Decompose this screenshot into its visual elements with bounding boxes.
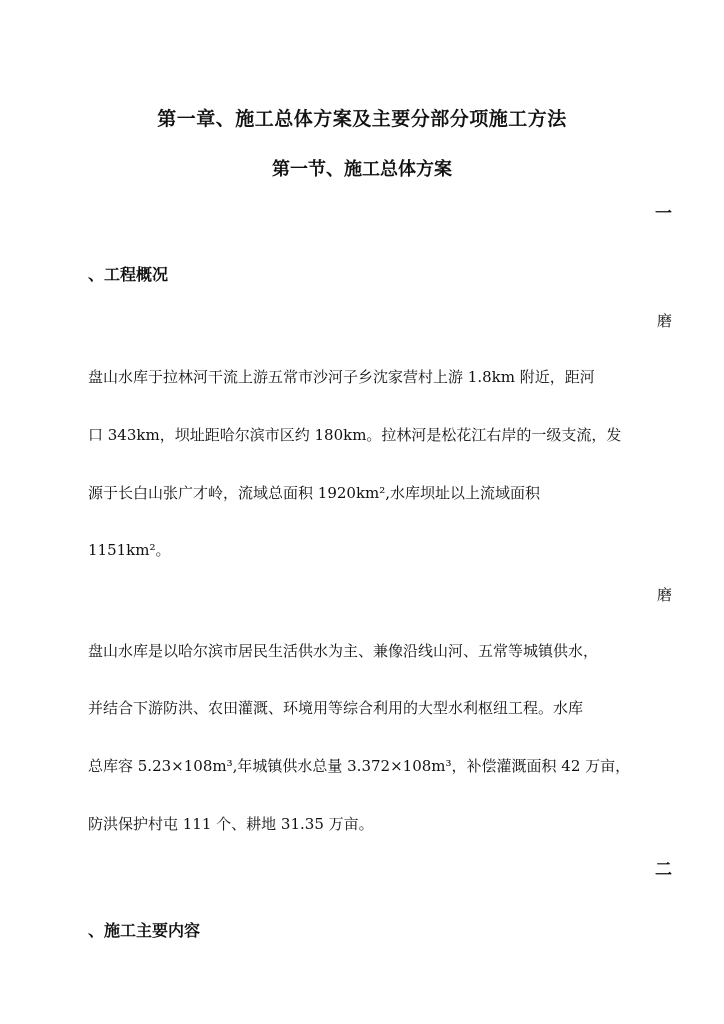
heading-main-construction: 、施工主要内容 (88, 921, 201, 940)
paragraph-2-line: 防洪保护村屯 111 个、耕地 31.35 万亩。 (88, 815, 374, 833)
section-number-one: 一 (655, 204, 672, 224)
paragraph-1-line: 口 343km，坝址距哈尔滨市区约 180km。拉林河是松花江右岸的一级支流，发 (88, 426, 622, 444)
paragraph-2-line: 并结合下游防洪、农田灌溉、环境用等综合利用的大型水利枢纽工程。水库 (88, 699, 584, 717)
paragraph-2-line: 总库容 5.23×108m³,年城镇供水总量 3.372×108m³，补偿灌溉面积 42 万亩， (88, 757, 631, 775)
heading-project-overview: 、工程概况 (88, 265, 169, 284)
section-number-two: 二 (655, 860, 672, 880)
section-title: 第一节、施工总体方案 (272, 159, 452, 180)
paragraph-1-line: 盘山水库于拉林河干流上游五常市沙河子乡沈家营村上游 1.8km 附近，距河 (88, 368, 595, 386)
paragraph-2-line: 盘山水库是以哈尔滨市居民生活供水为主、兼像沿线山河、五常等城镇供水， (88, 642, 599, 660)
paragraph-1-line: 1151km²。 (88, 541, 171, 559)
paragraph-2-lead-char: 磨 (656, 586, 672, 604)
chapter-title: 第一章、施工总体方案及主要分部分项施工方法 (157, 108, 567, 130)
paragraph-1-lead-char: 磨 (656, 312, 672, 330)
paragraph-1-line: 源于长白山张广才岭，流域总面积 1920km²,水库坝址以上流域面积 (88, 484, 541, 502)
